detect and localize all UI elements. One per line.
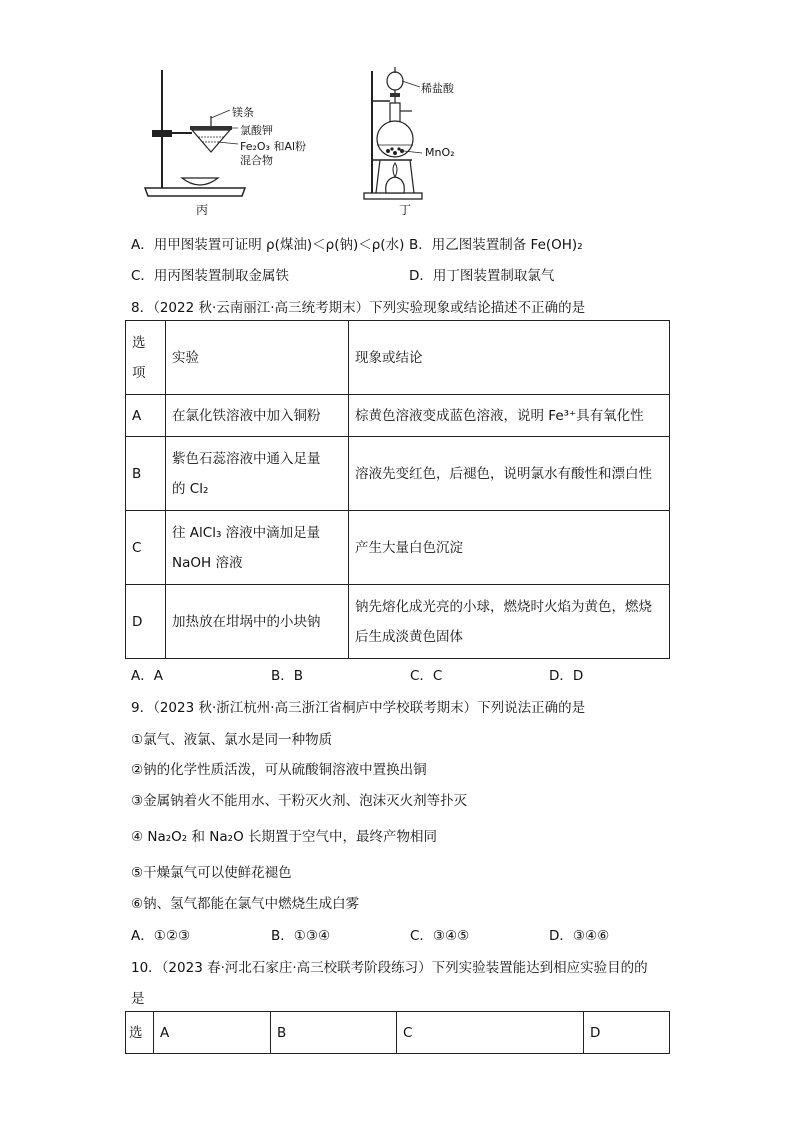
- q7-option-a: A．用甲图装置可证明 ρ(煤油)＜ρ(钠)＜ρ(水): [131, 237, 405, 253]
- row-experiment: 加热放在坩埚中的小块钠: [166, 585, 349, 659]
- q9-answer-c: C．③④⑤: [410, 928, 470, 944]
- header-experiment: 实验: [166, 321, 349, 395]
- q9-item-6: ⑥钠、氢气都能在氯气中燃烧生成白雾: [131, 896, 360, 912]
- table-header-row: [126, 1012, 670, 1054]
- row-experiment: 紫色石蕊溶液中通入足量 的 Cl₂: [166, 437, 349, 511]
- header-b: B: [271, 1012, 397, 1054]
- q8-answer-c: C．C: [410, 668, 443, 684]
- table-row: [126, 511, 670, 585]
- header-d: D: [584, 1012, 670, 1054]
- label-mix-line1: Fe₂O₃ 和Al粉: [240, 140, 307, 153]
- q10-table: [125, 1011, 670, 1054]
- q9-answer-b: B．①③④: [271, 928, 331, 944]
- header-c: C: [397, 1012, 584, 1054]
- q8-answer-a: A．A: [131, 668, 163, 684]
- label-hcl: 稀盐酸: [421, 82, 454, 95]
- label-mg: 镁条: [232, 106, 254, 119]
- header-option: 选: [126, 1012, 154, 1054]
- figure-bing-caption: 丙: [196, 203, 209, 217]
- q9-item-2: ②钠的化学性质活泼，可从硫酸铜溶液中置换出铜: [131, 762, 427, 778]
- header-option: 选 项: [126, 321, 166, 395]
- table-row: [126, 585, 670, 659]
- q10-stem-line2: 是: [131, 991, 145, 1007]
- q8-stem: 8．（2022 秋·云南丽江·高三统考期末）下列实验现象或结论描述不正确的是: [131, 300, 586, 316]
- q9-item-4: ④ Na₂O₂ 和 Na₂O 长期置于空气中，最终产物相同: [131, 829, 437, 845]
- label-mno2: MnO₂: [425, 146, 455, 159]
- q9-item-3: ③金属钠着火不能用水、干粉灭火剂、泡沫灭火剂等扑灭: [131, 793, 468, 809]
- table-header-row: [126, 321, 670, 395]
- q9-item-1: ①氯气、液氯、氯水是同一种物质: [131, 732, 333, 748]
- label-mix-line2: 混合物: [240, 154, 273, 167]
- q9-answer-d: D．③④⑥: [549, 928, 610, 944]
- q9-item-5: ⑤干燥氯气可以使鲜花褪色: [131, 865, 292, 881]
- q7-option-d: D．用丁图装置制取氯气: [409, 268, 555, 284]
- header-a: A: [154, 1012, 271, 1054]
- q10-stem-line1: 10．（2023 春·河北石家庄·高三校联考阶段练习）下列实验装置能达到相应实验目的的: [131, 960, 648, 976]
- row-result: 溶液先变红色，后褪色，说明氯水有酸性和漂白性: [349, 437, 670, 511]
- row-option: C: [126, 511, 166, 585]
- q9-stem: 9．（2023 秋·浙江杭州·高三浙江省桐庐中学校联考期末）下列说法正确的是: [131, 700, 586, 716]
- table-row: [126, 395, 670, 437]
- row-experiment: 在氯化铁溶液中加入铜粉: [166, 395, 349, 437]
- figure-ding-caption: 丁: [399, 203, 412, 217]
- row-result: 钠先熔化成光亮的小球，燃烧时火焰为黄色，燃烧 后生成淡黄色固体: [349, 585, 670, 659]
- row-option: A: [126, 395, 166, 437]
- q8-answer-b: B．B: [271, 668, 304, 684]
- row-result: 产生大量白色沉淀: [349, 511, 670, 585]
- q7-option-c: C．用丙图装置制取金属铁: [131, 268, 289, 284]
- q9-answer-a: A．①②③: [131, 928, 191, 944]
- table-row: [126, 437, 670, 511]
- label-kclo3: 氯酸钾: [240, 124, 273, 137]
- header-result: 现象或结论: [349, 321, 670, 395]
- q8-answer-d: D．D: [549, 668, 584, 684]
- q7-option-b: B．用乙图装置制备 Fe(OH)₂: [409, 237, 583, 253]
- row-option: D: [126, 585, 166, 659]
- row-option: B: [126, 437, 166, 511]
- q8-table: [125, 320, 670, 659]
- row-result: 棕黄色溶液变成蓝色溶液，说明 Fe³⁺具有氧化性: [349, 395, 670, 437]
- row-experiment: 往 AlCl₃ 溶液中滴加足量 NaOH 溶液: [166, 511, 349, 585]
